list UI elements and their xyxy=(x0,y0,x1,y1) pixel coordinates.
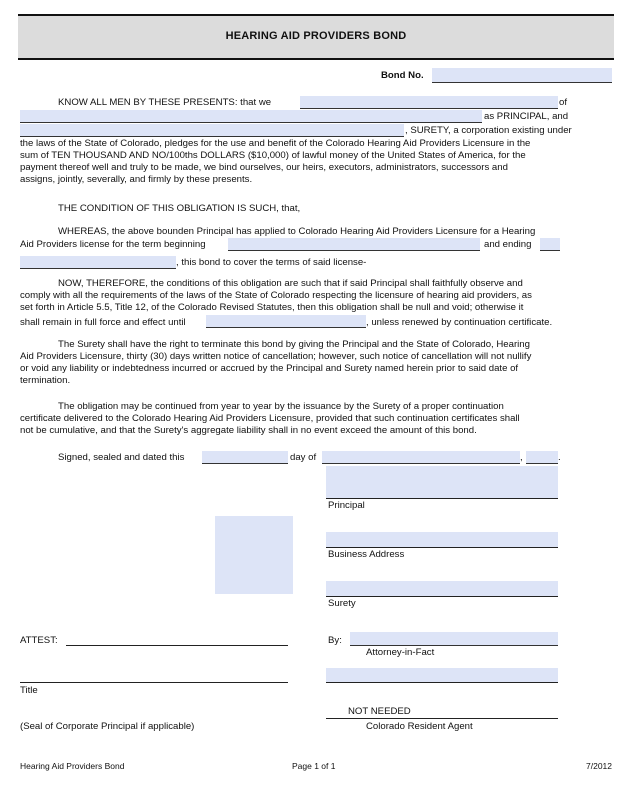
p6-line3: not be cumulative, and that the Surety's aggregate liability shall in no event exceed the amount of this bond. xyxy=(20,425,477,436)
principal-address-field[interactable] xyxy=(20,110,482,123)
p1-of: of xyxy=(559,97,568,108)
p1-line1: KNOW ALL MEN BY THESE PRESENTS: that we xyxy=(58,97,272,108)
p4-line3: set forth in Article 5.5, Title 12, of the Colorado Revised Statutes, then this obligation shall be null and void; otherwise it xyxy=(20,302,524,313)
p6-line1: The obligation may be continued from year to year by the issuance by the Surety of a proper continuation xyxy=(58,401,504,412)
p3-line2: Aid Providers license for the term beginning xyxy=(20,239,206,250)
surety-sign-field[interactable] xyxy=(326,581,558,596)
signed-year-field[interactable] xyxy=(526,451,558,464)
by-label: By: xyxy=(328,635,342,646)
surety-name-field[interactable] xyxy=(20,124,404,137)
effective-until-field[interactable] xyxy=(206,315,366,328)
p3-ending: and ending xyxy=(484,239,532,250)
p1-line3: , SURETY, a corporation existing under xyxy=(405,125,572,136)
term-end-field-a[interactable] xyxy=(540,238,560,251)
title-label: Title xyxy=(20,685,38,696)
business-address-line xyxy=(326,547,558,548)
business-address-field[interactable] xyxy=(326,532,558,547)
p5-line2: Aid Providers Licensure, thirty (30) days written notice of cancellation; however, such notice of cancellation will not nullify xyxy=(20,351,532,362)
signed-label: Signed, sealed and dated this xyxy=(58,452,185,463)
p5-line3: or void any liability or indebtedness incurred or accrued by the Principal and Surety named herein prior to said date of xyxy=(20,363,519,374)
p4-line4b: , unless renewed by continuation certificate. xyxy=(366,317,553,328)
title-line xyxy=(20,682,288,683)
p1-line4: the laws of the State of Colorado, pledges for the use and benefit of the Colorado Hearing Aid Providers Licensure in the xyxy=(20,138,531,149)
p3-line1: WHEREAS, the above bounden Principal has applied to Colorado Hearing Aid Providers Licensure for a Hearing xyxy=(58,226,536,237)
resident-agent-label: Colorado Resident Agent xyxy=(366,721,473,732)
footer-left: Hearing Aid Providers Bond xyxy=(20,761,125,771)
p4-line1: NOW, THEREFORE, the conditions of this obligation are such that if said Principal shall faithfully observe and xyxy=(58,278,523,289)
p1-line7: assigns, jointly, severally, and firmly by these presents. xyxy=(20,174,253,185)
seal-label: (Seal of Corporate Principal if applicable) xyxy=(20,721,195,732)
attorney-extra-line xyxy=(326,682,558,683)
attorney-extra-field[interactable] xyxy=(326,668,558,682)
attest-label: ATTEST: xyxy=(20,635,58,646)
signed-day-field[interactable] xyxy=(202,451,288,464)
footer-date: 7/2012 xyxy=(586,761,612,771)
signed-comma: , xyxy=(520,452,523,463)
principal-name-field[interactable] xyxy=(300,96,558,109)
p1-line6: payment thereof well and truly to be made, we bind ourselves, our heirs, executors, administrators, successors and xyxy=(20,162,508,173)
p1-line5: sum of TEN THOUSAND AND NO/100ths DOLLARS ($10,000) of lawful money of the United States of America, for the xyxy=(20,150,526,161)
signed-month-field[interactable] xyxy=(322,451,520,464)
bond-no-field[interactable] xyxy=(432,68,612,83)
p4-line2: comply with all the requirements of the laws of the State of Colorado respecting the licensure of hearing aid providers, as xyxy=(20,290,532,301)
p5-line1: The Surety shall have the right to terminate this bond by giving the Principal and the State of Colorado, Hearing xyxy=(58,339,530,350)
attorney-sign-field[interactable] xyxy=(350,632,558,646)
term-end-field-b[interactable] xyxy=(20,256,176,269)
seal-area[interactable] xyxy=(215,516,293,594)
business-address-label: Business Address xyxy=(328,549,405,560)
p3-line3: , this bond to cover the terms of said license- xyxy=(176,257,367,268)
page-title: HEARING AID PROVIDERS BOND xyxy=(225,30,407,42)
surety-label: Surety xyxy=(328,598,356,609)
principal-label: Principal xyxy=(328,500,365,511)
p1-line2: as PRINCIPAL, and xyxy=(484,111,569,122)
not-needed-text: NOT NEEDED xyxy=(348,706,411,717)
term-begin-field[interactable] xyxy=(228,238,480,251)
attest-line xyxy=(66,645,288,646)
principal-sign-field[interactable] xyxy=(326,466,558,498)
principal-line xyxy=(326,498,558,499)
p4-line4: shall remain in full force and effect until xyxy=(20,317,186,328)
signed-period: . xyxy=(558,452,561,463)
p2-text: THE CONDITION OF THIS OBLIGATION IS SUCH, that, xyxy=(58,203,301,214)
p5-line4: termination. xyxy=(20,375,71,386)
attorney-label: Attorney-in-Fact xyxy=(366,647,435,658)
p6-line2: certificate delivered to the Colorado Hearing Aid Providers Licensure, provided that such continuation certificates shall xyxy=(20,413,520,424)
footer-page: Page 1 of 1 xyxy=(292,761,336,771)
resident-agent-line xyxy=(326,718,558,719)
bond-no-label: Bond No. xyxy=(381,70,424,81)
day-of-label: day of xyxy=(290,452,317,463)
surety-line xyxy=(326,596,558,597)
